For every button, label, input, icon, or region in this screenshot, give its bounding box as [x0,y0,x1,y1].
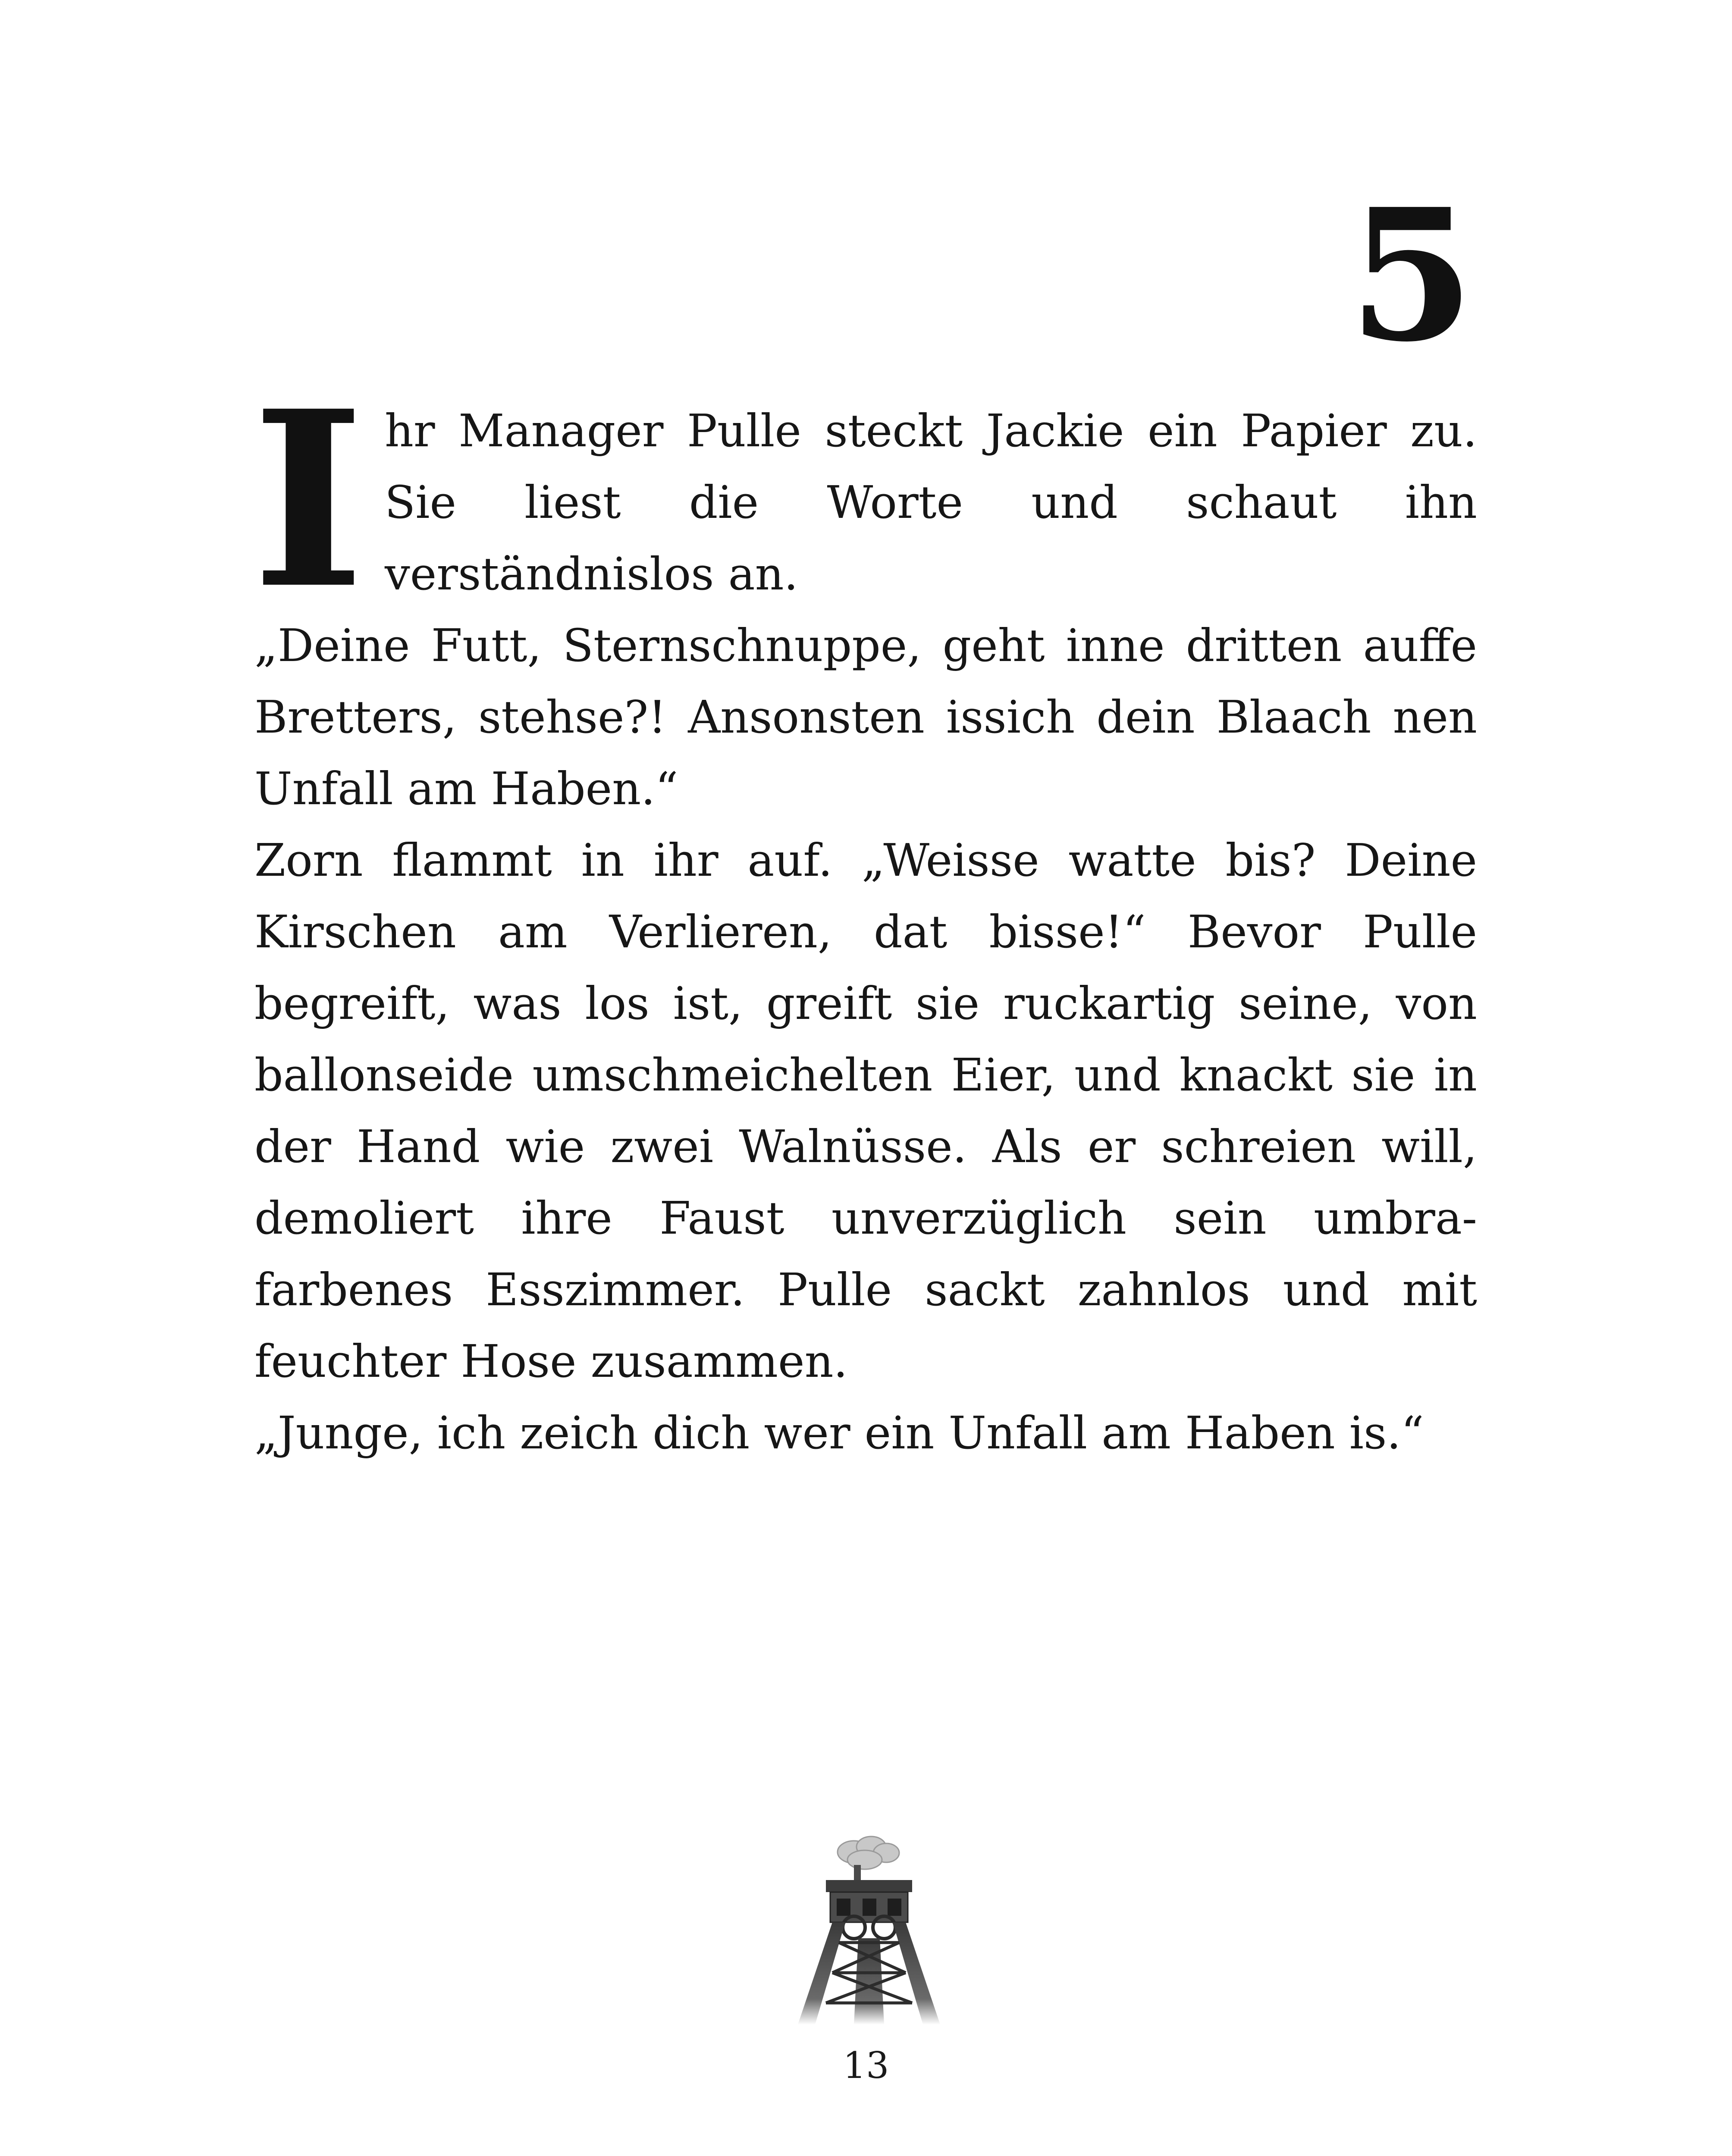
paragraph-1 [252,358,1477,642]
paragraph-3: Zorn flammt in ihr auf. „Weisse watte bis? Deine Kirschen am Verlieren, dat bisse!“ Bevor Pulle begreift, was los ist, greift sie ruckartig seine, von ballonseide umschmeichelten Eier, und knackt sie in der Hand wie zwei Walnüsse. Als er schreien will, demoliert ihre Faust unverzüglich sein umbrafarbenes Esszimmer. Pulle sackt zahnlos und mit feuchter Hose zusammen. [254,834,1477,1388]
paragraph-4: „Junge, ich zeich dich wer ein Unfall am Haben is.“ [254,1407,1424,1459]
paragraph-2: „Deine Futt, Sternschnuppe, geht inne dritten auffe Bretters, stehse?! Ansonsten issich dein Blaach nen Unfall am Haben.“ [254,619,1477,815]
drop-cap: I [252,358,365,642]
chapter-text [252,358,1477,1469]
page-number: 13 [843,2044,889,2087]
paragraph-1-text: hr Manager Pulle steckt Jackie ein Papier zu. Sie liest die Worte und schaut ihn verständnislos an. [384,404,1477,600]
mine-headframe-icon [789,1835,949,2024]
chapter-number: 5 [1348,169,1475,382]
